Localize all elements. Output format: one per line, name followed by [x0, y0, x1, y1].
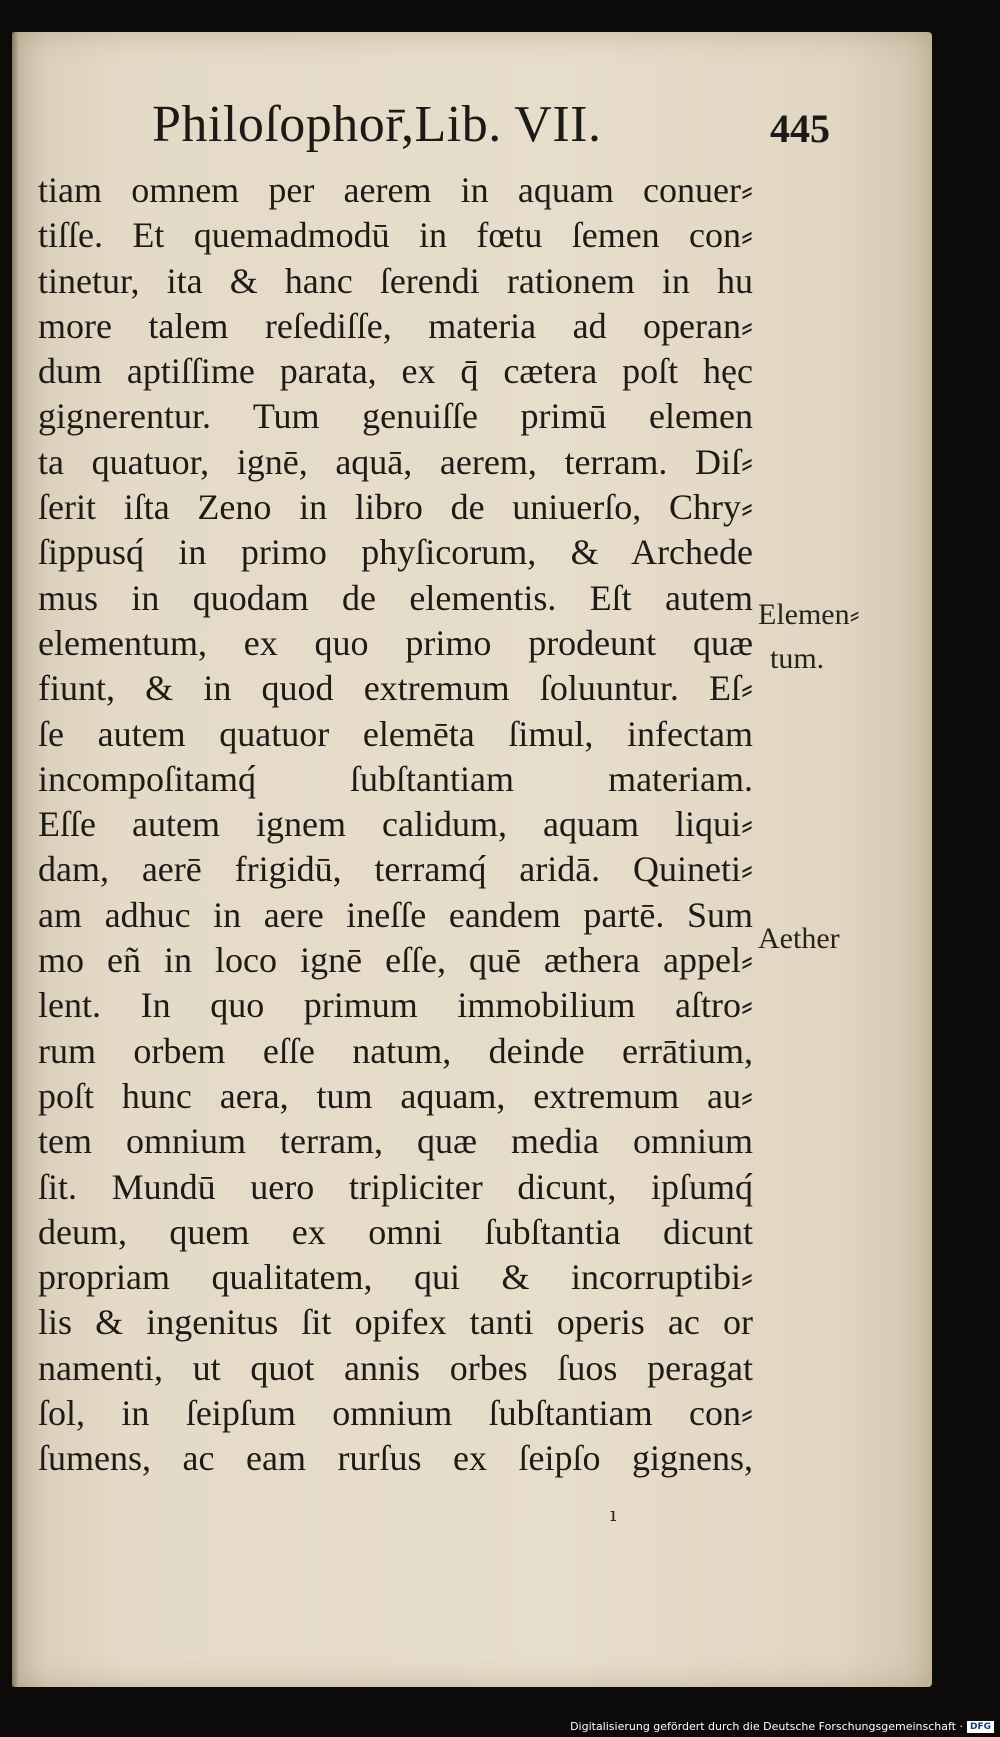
- text-line: mo eñ in loco ignē eſſe, quē æthera appel⸗: [38, 940, 753, 981]
- text-line: fiunt, & in quod extremum ſoluuntur. Eſ⸗: [38, 668, 753, 709]
- text-line: tinetur, ita & hanc ſerendi rationem in hu: [38, 260, 753, 301]
- text-line: deum, quem ex omni ſubſtantia dicunt: [38, 1211, 753, 1252]
- marginal-note-aether: Aether: [758, 922, 840, 955]
- page-edge: [12, 32, 18, 1687]
- page-number: 445: [770, 106, 830, 151]
- text-line: ta quatuor, ignē, aquā, aerem, terram. Diſ⸗: [38, 441, 753, 482]
- text-line: ſol, in ſeipſum omnium ſubſtantiam con⸗: [38, 1393, 753, 1434]
- text-line: Eſſe autem ignem calidum, aquam liqui⸗: [38, 804, 753, 845]
- text-line: rum orbem eſſe natum, deinde errātium,: [38, 1030, 753, 1071]
- book-page: [12, 32, 932, 1687]
- page-header: [12, 90, 932, 160]
- running-head: Philoſophor̄,Lib. VII.: [152, 96, 602, 153]
- text-line: ſit. Mundū uero tripliciter dicunt, ipſumq́: [38, 1166, 753, 1207]
- text-line: ſumens, ac eam rurſus ex ſeipſo gignens,: [38, 1438, 753, 1479]
- dfg-logo: DFG: [967, 1721, 994, 1733]
- main-text-block: [38, 168, 753, 1482]
- marginal-note-elementum-line-2: tum.: [770, 642, 825, 675]
- text-line: lis & ingenitus ſit opifex tanti operis ac or: [38, 1302, 753, 1343]
- stray-ink-mark: ı: [610, 1502, 617, 1526]
- text-line: ſippusq́ in primo phyſicorum, & Archede: [38, 532, 753, 573]
- text-line: ſe autem quatuor elemēta ſimul, infectam: [38, 713, 753, 754]
- text-line: mus in quodam de elementis. Eſt autem: [38, 577, 753, 618]
- text-line: ſerit iſta Zeno in libro de uniuerſo, Chry⸗: [38, 487, 753, 528]
- text-line: more talem reſediſſe, materia ad operan⸗: [38, 305, 753, 346]
- text-line: poſt hunc aera, tum aquam, extremum au⸗: [38, 1075, 753, 1116]
- text-line: tiſſe. Et quemadmodū in fœtu ſemen con⸗: [38, 215, 753, 256]
- marginal-note-elementum-line-1: Elemen⸗: [758, 598, 860, 631]
- text-line: propriam qualitatem, qui & incorruptibi⸗: [38, 1257, 753, 1298]
- text-line: lent. In quo primum immobilium aſtro⸗: [38, 985, 753, 1026]
- text-line: tiam omnem per aerem in aquam conuer⸗: [38, 170, 753, 210]
- text-line: dum aptiſſime parata, ex q̄ cætera poſt hęc: [38, 351, 753, 392]
- digitization-credit: [570, 1720, 994, 1733]
- text-line: tem omnium terram, quæ media omnium: [38, 1121, 753, 1162]
- text-line: dam, aerē frigidū, terramq́ aridā. Quineti⸗: [38, 849, 753, 890]
- credit-text: Digitalisierung gefördert durch die Deutsche Forschungsgemeinschaft ·: [570, 1720, 963, 1733]
- text-line: namenti, ut quot annis orbes ſuos peragat: [38, 1347, 753, 1388]
- text-line: incompoſitamq́ ſubſtantiam materiam.: [38, 758, 753, 799]
- text-line: am adhuc in aere ineſſe eandem partē. Sum: [38, 894, 753, 935]
- text-line: gignerentur. Tum genuiſſe primū elemen: [38, 396, 753, 437]
- text-line: elementum, ex quo primo prodeunt quæ: [38, 622, 753, 663]
